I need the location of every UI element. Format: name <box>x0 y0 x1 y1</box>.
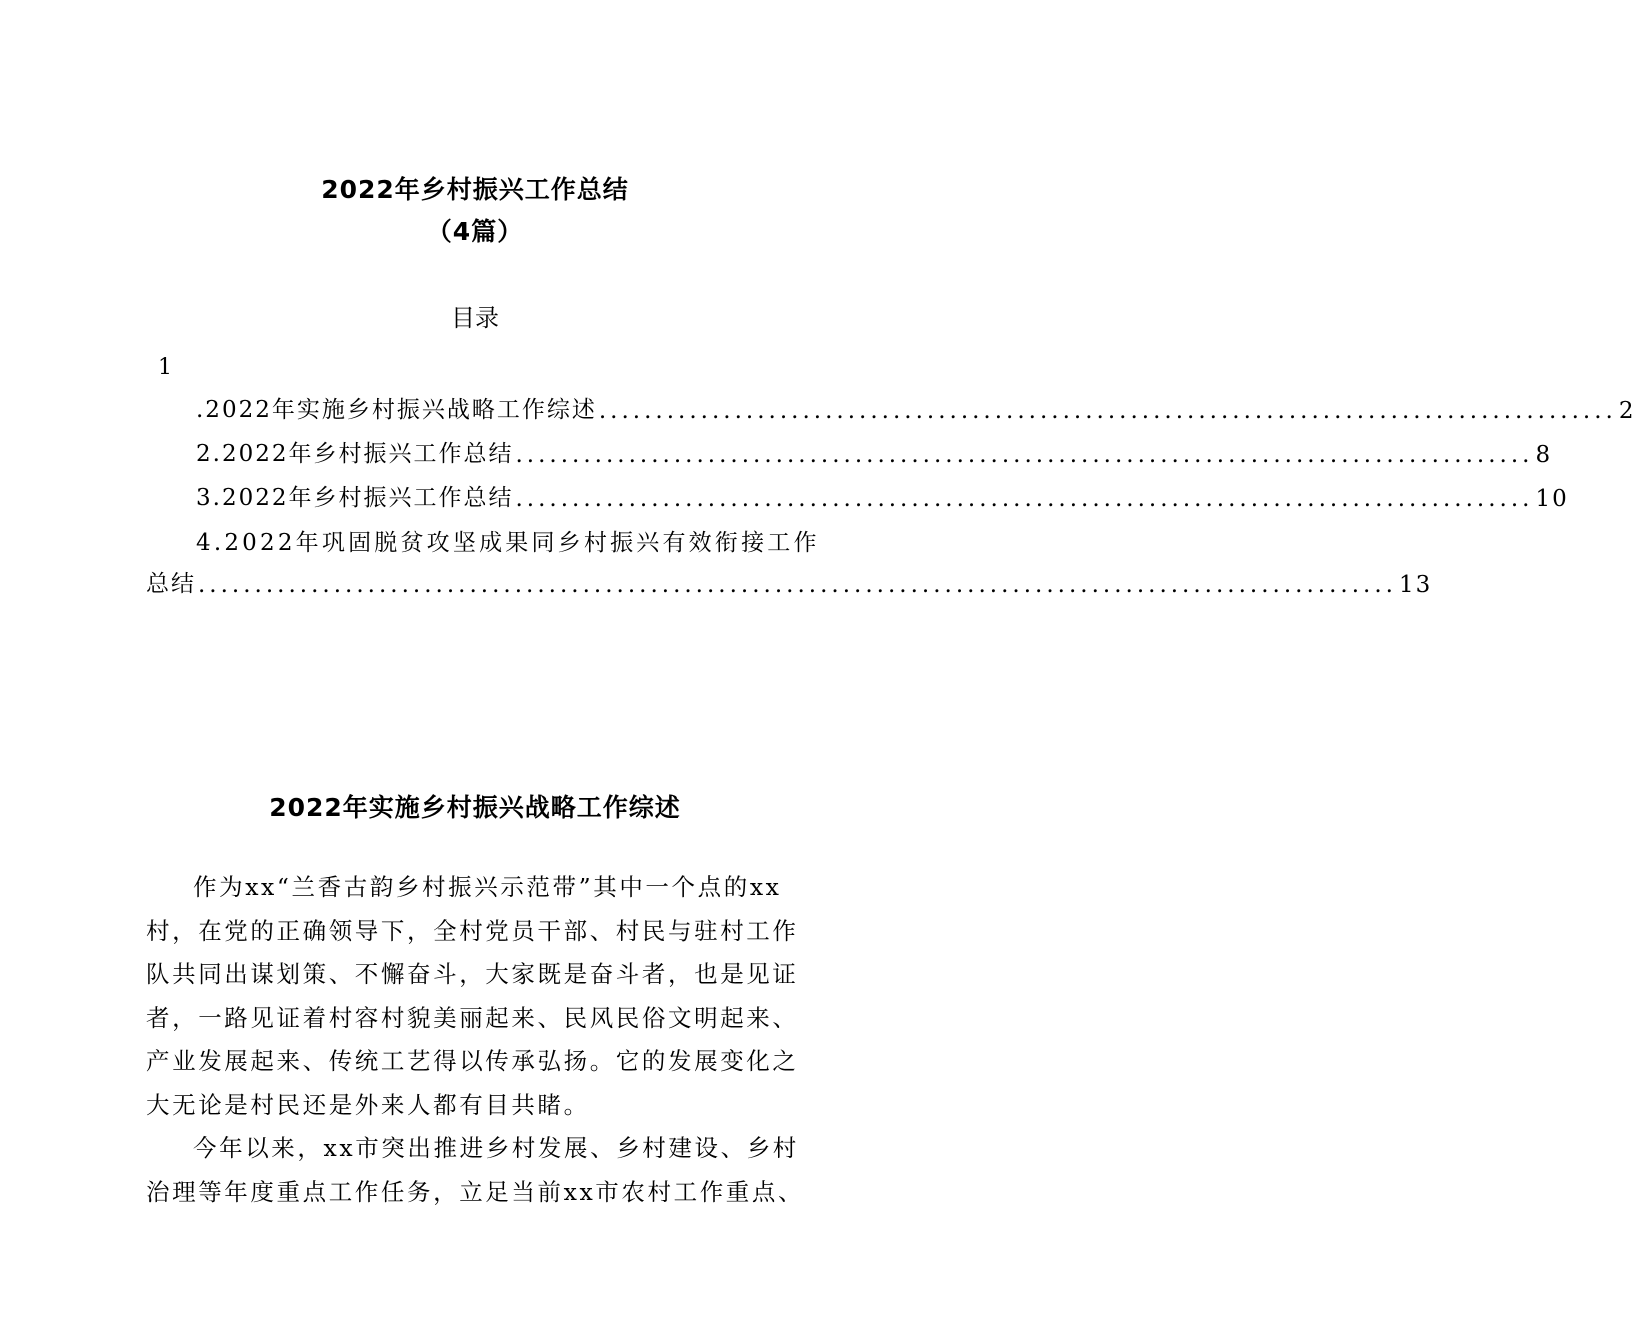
toc-item-4[interactable] <box>146 562 1433 598</box>
document-title: 2022年乡村振兴工作总结 <box>321 175 629 204</box>
toc-leader-dots: .......................................................................................... <box>515 486 1534 512</box>
toc-item-1-page: 2 <box>1618 398 1636 424</box>
paragraph: 作为xx“兰香古韵乡村振兴示范带”其中一个点的xx村，在党的正确领导下，全村党员干部、村民与驻村工作队共同出谋划策、不懈奋斗，大家既是奋斗者，也是见证者，一路见证着村容村貌美丽起来、民风民俗文明起来、产业发展起来、传统工艺得以传承弘扬。它的发展变化之大无论是村民还是外来人都有目共睹。 <box>146 873 799 1119</box>
toc-item-1-number: 1 <box>158 355 172 380</box>
toc-item-1[interactable] <box>196 388 1636 424</box>
toc-heading: 目录 <box>451 304 499 332</box>
section-body <box>146 866 806 1214</box>
toc-leader-dots: .......................................................................................... <box>515 442 1534 468</box>
toc-item-2-text: 2.2022年乡村振兴工作总结 <box>196 441 514 467</box>
toc-item-2-page: 8 <box>1535 442 1553 468</box>
toc-item-4-text-line2: 总结 <box>146 571 196 597</box>
toc-item-3-text: 3.2022年乡村振兴工作总结 <box>196 485 514 511</box>
paragraph: 今年以来，xx市突出推进乡村发展、乡村建设、乡村治理等年度重点工作任务，立足当前xx市农村工作重点、 <box>146 1134 805 1206</box>
toc-item-3-page: 10 <box>1535 486 1569 512</box>
toc-item-1-text: .2022年实施乡村振兴战略工作综述 <box>196 397 597 423</box>
toc-item-2[interactable] <box>196 432 1553 468</box>
toc-item-3[interactable] <box>196 476 1569 512</box>
toc-item-4-page: 13 <box>1398 572 1433 598</box>
section-heading: 2022年实施乡村振兴战略工作综述 <box>269 793 681 822</box>
document-subtitle: （4篇） <box>426 217 524 246</box>
toc-item-4-line1[interactable]: 4.2022年巩固脱贫攻坚成果同乡村振兴有效衔接工作 <box>196 530 820 556</box>
toc-leader-dots: .......................................................................................................... <box>198 572 1397 598</box>
toc-leader-dots: .......................................................................................... <box>598 398 1617 424</box>
